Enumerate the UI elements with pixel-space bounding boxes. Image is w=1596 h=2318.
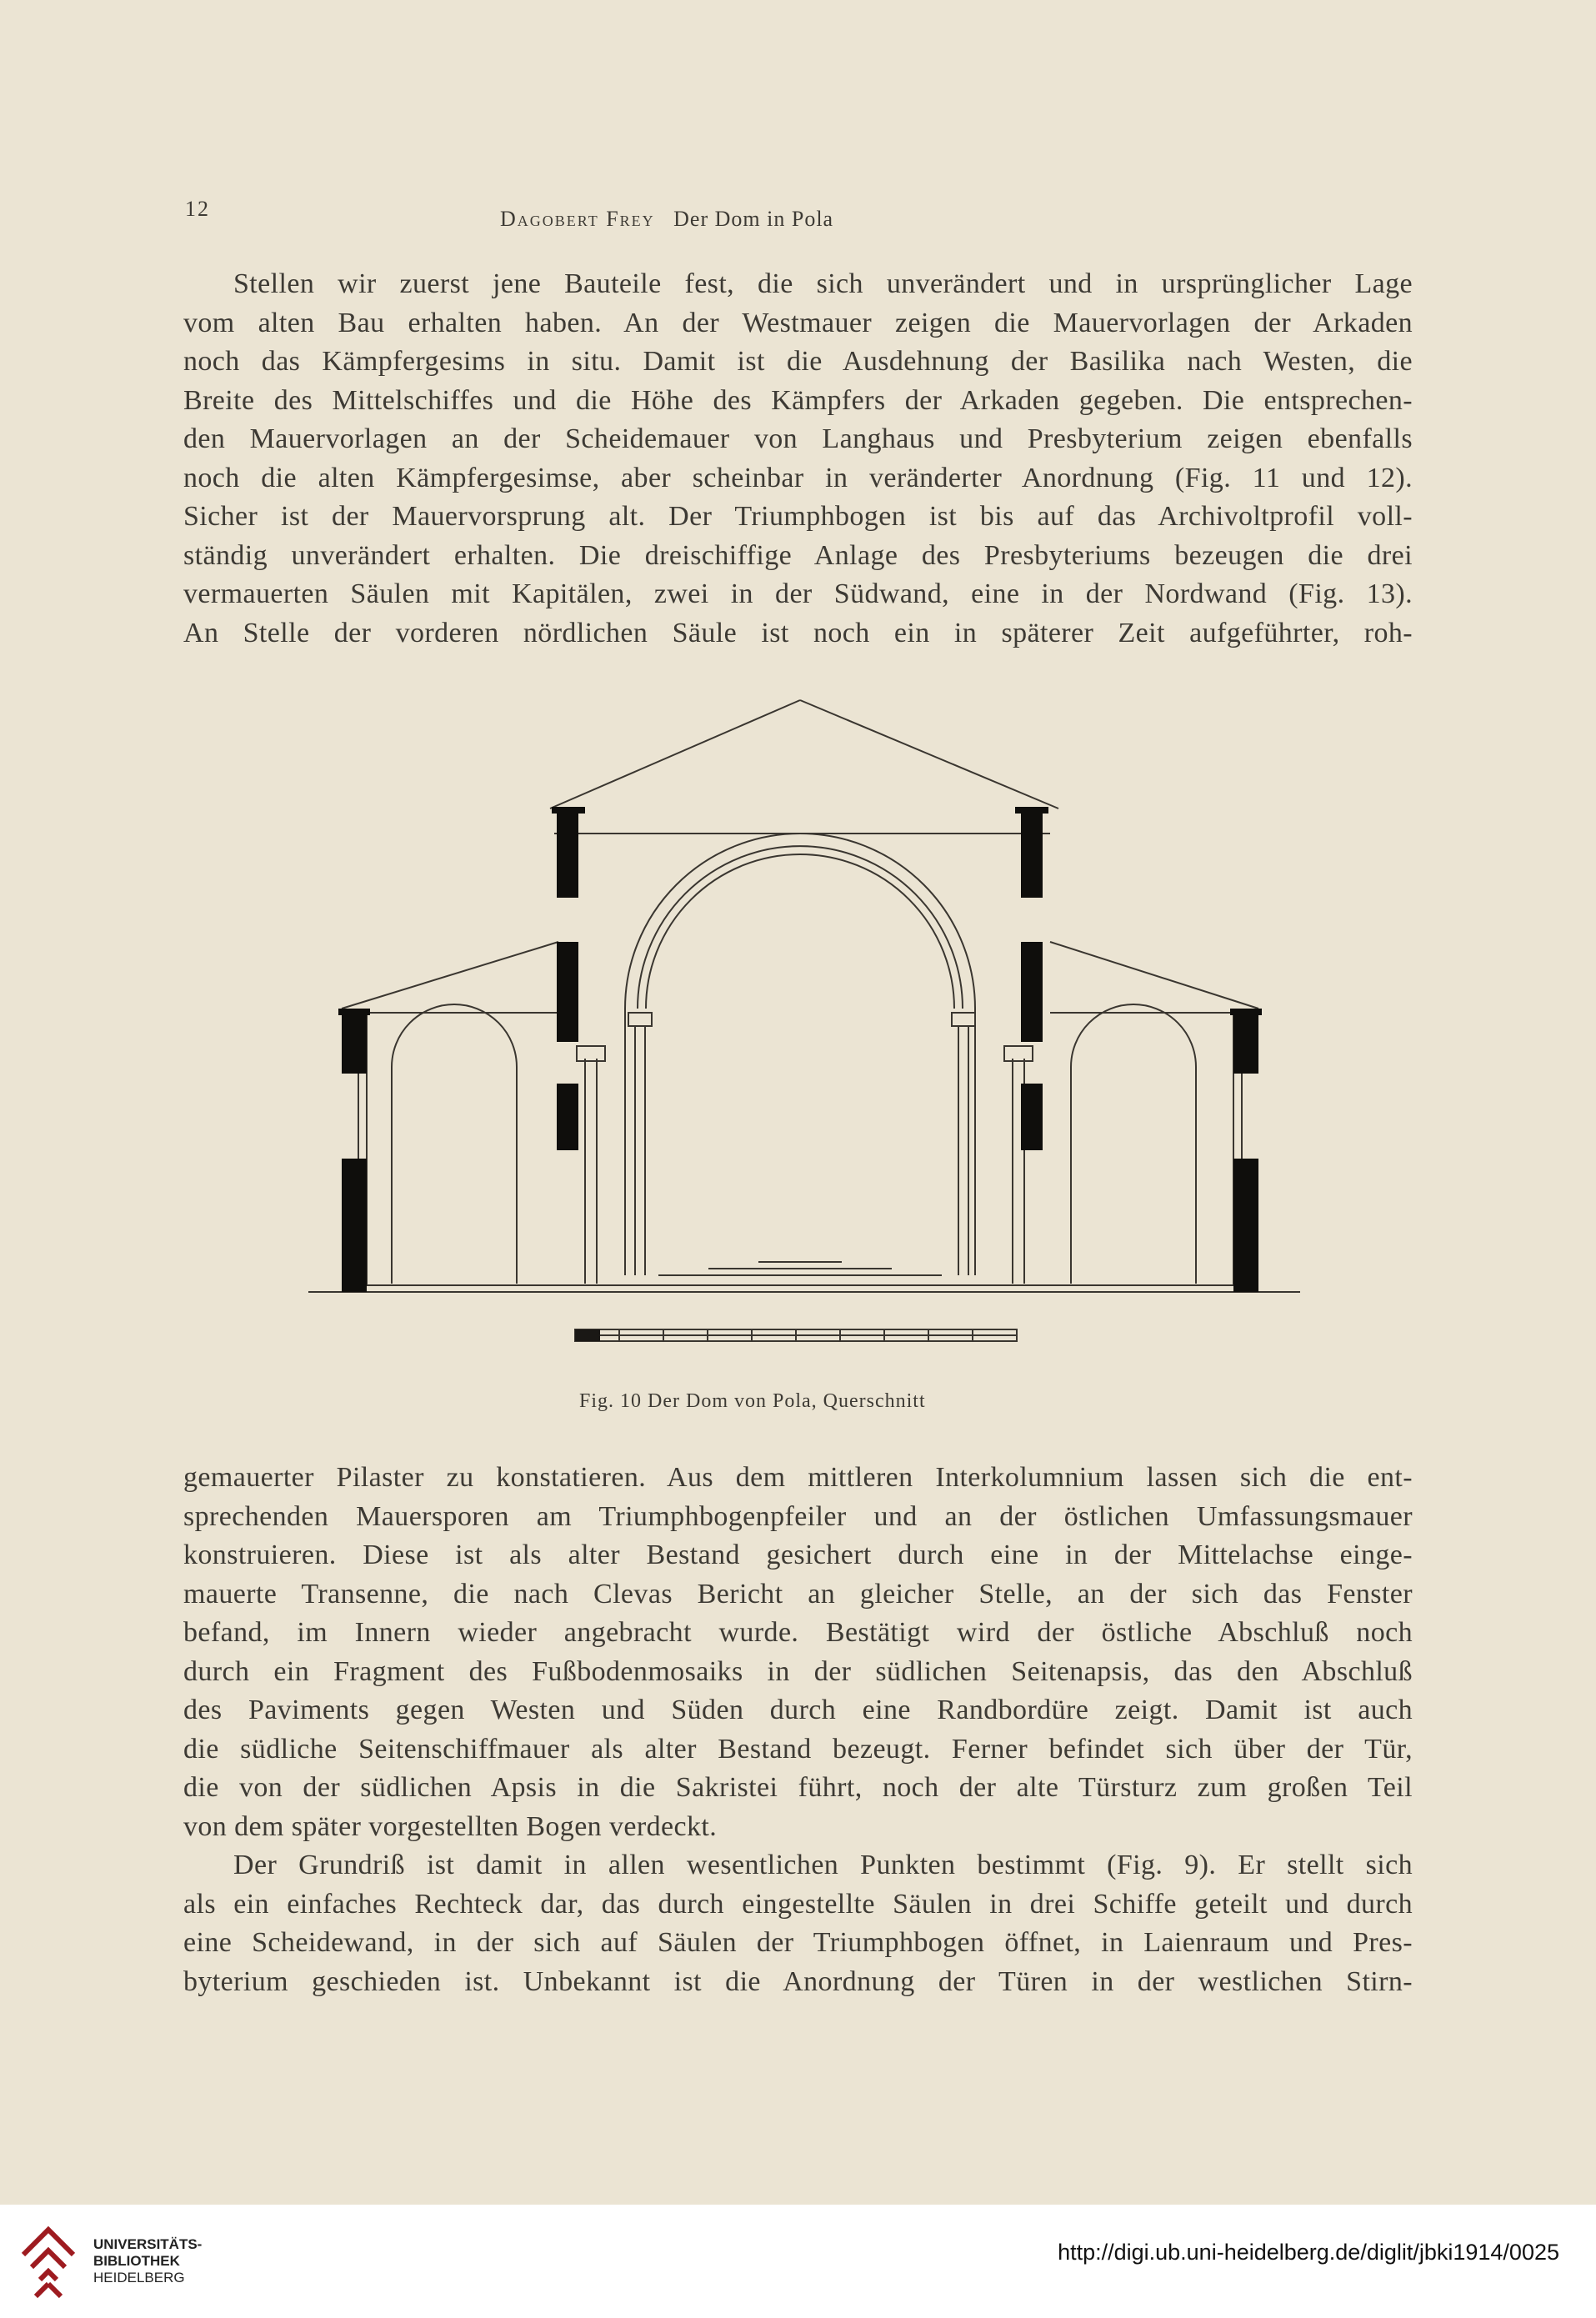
text-line: mauerte Transenne, die nach Clevas Bericht an gleicher Stelle, an der sich das Fenster: [183, 1578, 1413, 1610]
paragraph-3: [183, 1846, 1413, 2001]
running-head: [500, 207, 1167, 232]
text-line: befand, im Innern wieder angebracht wurde. Bestätigt wird der östliche Abschluß noch: [183, 1617, 1413, 1648]
text-line: die südliche Seitenschiffmauer als alter Bestand bezeugt. Ferner befindet sich über der Tür,: [183, 1733, 1413, 1765]
university-library-logo-icon[interactable]: [15, 2221, 87, 2301]
text-line: An Stelle der vorderen nördlichen Säule ist noch ein in späterer Zeit aufgeführter, roh-: [183, 617, 1413, 648]
text-line: vermauerten Säulen mit Kapitälen, zwei in der Südwand, eine in der Nordwand (Fig. 13).: [183, 578, 1413, 609]
institution-line: BIBLIOTHEK: [93, 2253, 180, 2269]
source-url-link[interactable]: http://digi.ub.uni-heidelberg.de/diglit/jbki1914/0025: [1058, 2240, 1559, 2265]
text-line: des Paviments gegen Westen und Süden durch eine Randbordüre zeigt. Damit ist auch: [183, 1695, 1413, 1725]
text-line: Breite des Mittelschiffes und die Höhe des Kämpfers der Arkaden gegeben. Die entsprechen-: [183, 384, 1413, 416]
text-line: durch ein Fragment des Fußbodenmosaiks in der südlichen Seitenapsis, das den Abschluß: [183, 1655, 1413, 1687]
text-line: sprechenden Mauersporen am Triumphbogenpfeiler und an der östlichen Umfassungsmauer: [183, 1500, 1413, 1532]
text-line: Stellen wir zuerst jene Bauteile fest, die sich unverändert und in ursprünglicher Lage: [233, 268, 1413, 299]
institution-line: UNIVERSITÄTS-: [93, 2236, 203, 2252]
cross-section-figure: [308, 692, 1308, 1367]
text-line: ständig unverändert erhalten. Die dreischiffige Anlage des Presbyteriums bezeugen die drei: [183, 539, 1413, 571]
text-line: den Mauervorlagen an der Scheidemauer von Langhaus und Presbyterium zeigen ebenfalls: [183, 423, 1413, 454]
viewer-footer: [0, 2205, 1596, 2318]
institution-line: HEIDELBERG: [93, 2270, 185, 2285]
text-line: konstruieren. Diese ist als alter Bestand gesichert durch eine in der Mittelachse einge-: [183, 1539, 1413, 1570]
paragraph-1: [183, 265, 1413, 653]
text-line: byterium geschieden ist. Unbekannt ist die Anordnung der Türen in der westlichen Stirn-: [183, 1965, 1413, 1997]
institution-name[interactable]: [93, 2236, 202, 2286]
text-line: vom alten Bau erhalten haben. An der Westmauer zeigen die Mauervorlagen der Arkaden: [183, 307, 1413, 338]
text-line: Sicher ist der Mauervorsprung alt. Der Triumphbogen ist bis auf das Archivoltprofil voll-: [183, 501, 1413, 532]
running-head-title: Der Dom in Pola: [673, 207, 834, 231]
text-line: die von der südlichen Apsis in die Sakristei führt, noch der alte Türsturz zum großen Teil: [183, 1772, 1413, 1803]
text-line: gemauerter Pilaster zu konstatieren. Aus dem mittleren Interkolumnium lassen sich die ent-: [183, 1462, 1413, 1493]
figure-caption: Fig. 10 Der Dom von Pola, Querschnitt: [579, 1390, 926, 1412]
paragraph-2: [183, 1459, 1413, 1846]
text-line: Der Grundriß ist damit in allen wesentlichen Punkten bestimmt (Fig. 9). Er stellt sich: [233, 1850, 1413, 1880]
text-line: noch die alten Kämpfergesimse, aber scheinbar in veränderter Anordnung (Fig. 11 und 12).: [183, 462, 1413, 493]
text-line: als ein einfaches Rechteck dar, das durch eingestellte Säulen in drei Schiffe geteilt und durch: [183, 1888, 1413, 1920]
text-line: noch das Kämpfergesims in situ. Damit ist die Ausdehnung der Basilika nach Westen, die: [183, 346, 1413, 377]
text-line: von dem später vorgestellten Bogen verdeckt.: [183, 1810, 718, 1842]
text-line: eine Scheidewand, in der sich auf Säulen der Triumphbogen öffnet, in Laienraum und Pres-: [183, 1927, 1413, 1958]
cross-section-drawing: [308, 692, 1308, 1367]
page-number: 12: [185, 197, 210, 221]
running-head-author: Dagobert Frey: [500, 207, 655, 231]
